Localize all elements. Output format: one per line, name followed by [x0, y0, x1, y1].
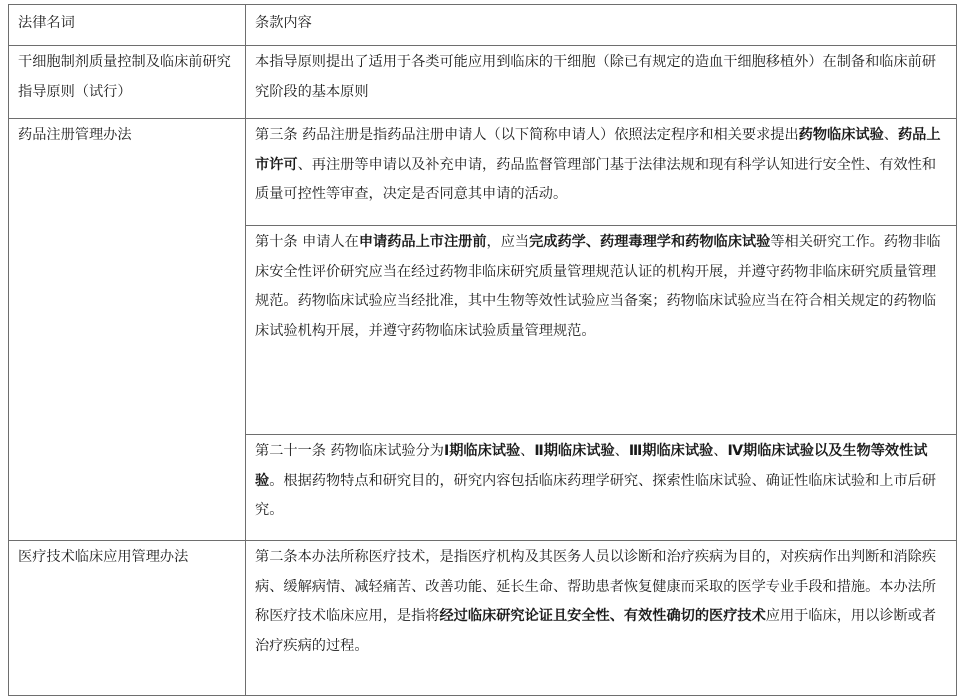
clause-bold-text: Ⅰ期临床试验	[443, 443, 521, 459]
clause-text: 、	[614, 443, 629, 459]
clause-bold-text: Ⅲ期临床试验	[628, 443, 714, 459]
clause-bold-text: 申请药品上市注册前	[358, 234, 487, 250]
clause-bold-text: 药物临床试验	[798, 127, 884, 143]
header-clause-content: 条款内容	[246, 5, 957, 46]
table-row	[9, 541, 957, 696]
clause-bold-text: Ⅳ期临床试验以及生物等效性试验	[255, 443, 928, 489]
clause-content-cell	[246, 435, 957, 541]
clause-text: 应用于临床，用以诊断或者治疗疾病的过程。	[255, 608, 937, 654]
clause-text: 第十条 申请人在	[255, 234, 359, 250]
clause-content-cell	[246, 226, 957, 435]
clause-content-cell	[246, 119, 957, 226]
clause-text: 、	[883, 127, 898, 143]
law-name-cell: 干细胞制剂质量控制及临床前研究指导原则（试行）	[9, 46, 246, 119]
clause-bold-text: 经过临床研究论证且安全性、有效性确切的医疗技术	[439, 608, 766, 624]
clause-text: 、	[713, 443, 728, 459]
clause-text: 第三条 药品注册是指药品注册申请人（以下简称申请人）依照法定程序和相关要求提出	[255, 127, 799, 143]
clause-text: 等相关研究工作。药物非临床安全性评价研究应当在经过药物非临床研究质量管理规范认证的机构开展，并遵守药物非临床研究质量管理规范。药物临床试验应当经批准，其中生物等效性试验应当备案；药物临床试验应当在符合相关规定的药物临床试验机构开展，并遵守药物临床试验质量管理规范。	[255, 234, 941, 339]
header-law-name: 法律名词	[9, 5, 246, 46]
clause-text: 第二条本办法所称医疗技术，是指医疗机构及其医务人员以诊断和治疗疾病为目的，对疾病作出判断和消除疾病、缓解病情、减轻痛苦、改善功能、延长生命、帮助患者恢复健康而采取的医学专业手段和措施。本办法所称医疗技术临床应用，是指将	[255, 549, 937, 624]
clause-bold-text: 药品上市许可	[255, 127, 941, 173]
law-table	[8, 4, 957, 696]
law-name-cell: 医疗技术临床应用管理办法	[9, 541, 246, 696]
clause-bold-text: 完成药学、药理毒理学和药物临床试验	[529, 234, 771, 250]
clause-text: 第二十一条 药物临床试验分为	[255, 443, 444, 459]
law-name-cell: 药品注册管理办法	[9, 119, 246, 541]
clause-text: 、再注册等申请以及补充申请，药品监督管理部门基于法律法规和现有科学认知进行安全性、有效性和质量可控性等审查，决定是否同意其申请的活动。	[255, 156, 937, 202]
clause-text: 。根据药物特点和研究目的，研究内容包括临床药理学研究、探索性临床试验、确证性临床试验和上市后研究。	[255, 472, 937, 518]
table-header-row	[9, 5, 957, 46]
clause-text: 本指导原则提出了适用于各类可能应用到临床的干细胞（除已有规定的造血干细胞移植外）在制备和临床前研究阶段的基本原则	[255, 54, 937, 100]
table-row	[9, 46, 957, 119]
clause-content-cell	[246, 46, 957, 119]
clause-text: ，应当	[486, 234, 530, 250]
table-row	[9, 119, 957, 226]
clause-content-cell	[246, 541, 957, 696]
clause-bold-text: Ⅱ期临床试验	[534, 443, 615, 459]
clause-text: 、	[520, 443, 535, 459]
